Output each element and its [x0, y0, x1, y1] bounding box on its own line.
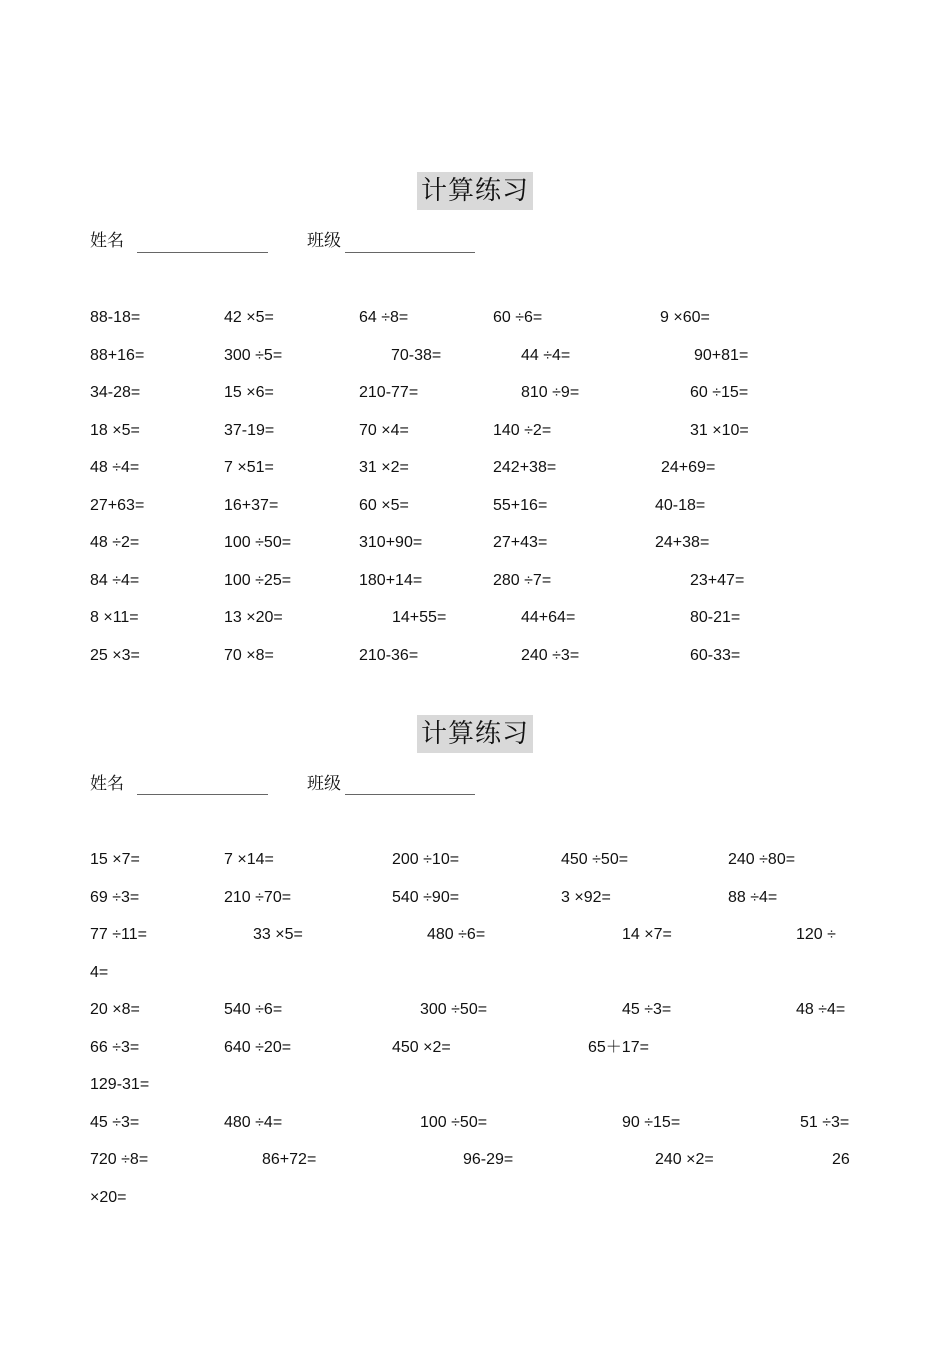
worksheet-2-problem: 640 ÷20=: [224, 1039, 292, 1056]
worksheet-1-title: 计算练习: [417, 172, 533, 210]
worksheet-2-problem: 210 ÷70=: [224, 889, 292, 906]
worksheet-2-problem: 45 ÷3=: [90, 1114, 140, 1131]
worksheet-1-problem: 27+63=: [90, 497, 145, 514]
worksheet-1-problem: 37-19=: [224, 422, 275, 439]
worksheet-1-problem: 100 ÷25=: [224, 572, 292, 589]
worksheet-2-problem: 15 ×7=: [90, 851, 140, 868]
worksheet-1-problem: 280 ÷7=: [493, 572, 552, 589]
class-blank-1[interactable]: [345, 252, 475, 253]
worksheet-1-problem: 810 ÷9=: [521, 384, 580, 401]
worksheet-1-problem: 140 ÷2=: [493, 422, 552, 439]
worksheet-2-problem: 450 ÷50=: [561, 851, 629, 868]
worksheet-2-problem: 4=: [90, 964, 109, 981]
worksheet-2-title: 计算练习: [417, 715, 533, 753]
worksheet-2-problem: 51 ÷3=: [800, 1114, 850, 1131]
worksheet-1-problem: 64 ÷8=: [359, 309, 409, 326]
worksheet-2-problem: 480 ÷6=: [427, 926, 486, 943]
worksheet-1-problem: 310+90=: [359, 534, 423, 551]
worksheet-2-problem: 66 ÷3=: [90, 1039, 140, 1056]
worksheet-1-problem: 210-36=: [359, 647, 419, 664]
worksheet-2-problem: 69 ÷3=: [90, 889, 140, 906]
worksheet-2-problem: 65＋17=: [588, 1039, 649, 1056]
worksheet-1-problem: 18 ×5=: [90, 422, 140, 439]
worksheet-1-problem: 27+43=: [493, 534, 548, 551]
worksheet-2-problem: 77 ÷11=: [90, 926, 147, 943]
worksheet-2-problem: 129-31=: [90, 1076, 150, 1093]
worksheet-1-problem: 44+64=: [521, 609, 576, 626]
worksheet-1-problem: 100 ÷50=: [224, 534, 292, 551]
class-blank-2[interactable]: [345, 794, 475, 795]
worksheet-2-problem: 200 ÷10=: [392, 851, 460, 868]
worksheet-2-problem: 100 ÷50=: [420, 1114, 488, 1131]
worksheet-1-problem: 31 ×10=: [690, 422, 749, 439]
worksheet-1-problem: 24+38=: [655, 534, 710, 551]
worksheet-1-problem: 14+55=: [392, 609, 447, 626]
worksheet-2-problem: 450 ×2=: [392, 1039, 451, 1056]
worksheet-1-problem: 60 ÷15=: [690, 384, 749, 401]
worksheet-1-problem: 88-18=: [90, 309, 141, 326]
worksheet-2-problem: 86+72=: [262, 1151, 317, 1168]
worksheet-1-problem: 210-77=: [359, 384, 419, 401]
worksheet-2-problem: 240 ×2=: [655, 1151, 714, 1168]
name-label-2: 姓名: [90, 774, 124, 794]
name-blank-1[interactable]: [137, 252, 268, 253]
worksheet-1-problem: 80-21=: [690, 609, 741, 626]
worksheet-2-problem: 14 ×7=: [622, 926, 672, 943]
worksheet-1-problem: 23+47=: [690, 572, 745, 589]
worksheet-2-problem: 20 ×8=: [90, 1001, 140, 1018]
worksheet-2-problem: 88 ÷4=: [728, 889, 778, 906]
worksheet-1-problem: 60-33=: [690, 647, 741, 664]
worksheet-1-problem: 44 ÷4=: [521, 347, 571, 364]
worksheet-1-problem: 70 ×4=: [359, 422, 409, 439]
worksheet-2-problem: 120 ÷: [796, 926, 836, 943]
worksheet-2-problem: 7 ×14=: [224, 851, 274, 868]
class-label-2: 班级: [307, 774, 341, 794]
worksheet-1-problem: 7 ×51=: [224, 459, 274, 476]
worksheet-1-problem: 48 ÷2=: [90, 534, 140, 551]
name-blank-2[interactable]: [137, 794, 268, 795]
worksheet-2-problem: 45 ÷3=: [622, 1001, 672, 1018]
worksheet-1-problem: 42 ×5=: [224, 309, 274, 326]
worksheet-2-problem: 3 ×92=: [561, 889, 611, 906]
worksheet-1-problem: 55+16=: [493, 497, 548, 514]
worksheet-2-problem: 240 ÷80=: [728, 851, 796, 868]
name-label-1: 姓名: [90, 231, 124, 251]
worksheet-1-problem: 15 ×6=: [224, 384, 274, 401]
worksheet-2-problem: 33 ×5=: [253, 926, 303, 943]
worksheet-1-problem: 70-38=: [391, 347, 442, 364]
worksheet-1-problem: 16+37=: [224, 497, 279, 514]
worksheet-2-problem: 300 ÷50=: [420, 1001, 488, 1018]
class-label-1: 班级: [307, 231, 341, 251]
worksheet-2-problem: 540 ÷90=: [392, 889, 460, 906]
worksheet-2-problem: ×20=: [90, 1189, 127, 1206]
worksheet-2-problem: 26: [832, 1151, 850, 1168]
worksheet-1-problem: 34-28=: [90, 384, 141, 401]
worksheet-1-problem: 24+69=: [661, 459, 716, 476]
worksheet-1-problem: 8 ×11=: [90, 609, 139, 626]
worksheet-1-problem: 13 ×20=: [224, 609, 283, 626]
worksheet-2-problem: 96-29=: [463, 1151, 514, 1168]
worksheet-1-problem: 180+14=: [359, 572, 423, 589]
worksheet-2-problem: 90 ÷15=: [622, 1114, 681, 1131]
worksheet-1-problem: 84 ÷4=: [90, 572, 140, 589]
worksheet-1-problem: 48 ÷4=: [90, 459, 140, 476]
worksheet-1-problem: 40-18=: [655, 497, 706, 514]
worksheet-1-problem: 88+16=: [90, 347, 145, 364]
worksheet-1-problem: 31 ×2=: [359, 459, 409, 476]
worksheet-1-problem: 60 ÷6=: [493, 309, 543, 326]
worksheet-2-problem: 540 ÷6=: [224, 1001, 283, 1018]
worksheet-1-problem: 90+81=: [694, 347, 749, 364]
worksheet-1-problem: 70 ×8=: [224, 647, 274, 664]
worksheet-2-problem: 48 ÷4=: [796, 1001, 846, 1018]
worksheet-1-problem: 300 ÷5=: [224, 347, 283, 364]
worksheet-1-problem: 242+38=: [493, 459, 557, 476]
worksheet-1-problem: 25 ×3=: [90, 647, 140, 664]
worksheet-1-problem: 60 ×5=: [359, 497, 409, 514]
worksheet-1-problem: 9 ×60=: [660, 309, 710, 326]
worksheet-1-problem: 240 ÷3=: [521, 647, 580, 664]
worksheet-2-problem: 480 ÷4=: [224, 1114, 283, 1131]
worksheet-2-problem: 720 ÷8=: [90, 1151, 149, 1168]
